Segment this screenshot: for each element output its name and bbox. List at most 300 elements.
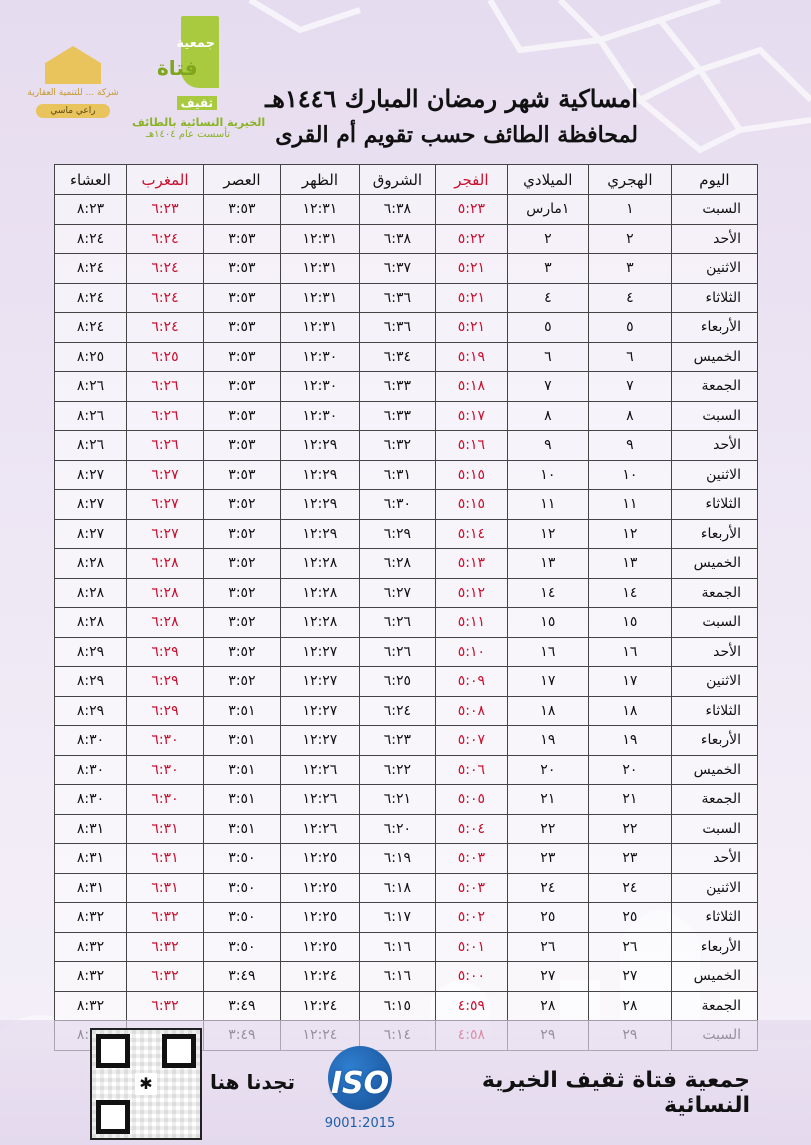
table-row xyxy=(55,873,758,903)
cell-col-hijri: ٤ xyxy=(588,283,671,313)
cell-col-fajr: ٥:٠٣ xyxy=(435,844,507,874)
cell-col-fajr: ٥:٠٦ xyxy=(435,755,507,785)
cell-col-sunrise: ٦:٣٠ xyxy=(359,490,435,520)
cell-col-maghrib: ٦:٣٠ xyxy=(126,755,203,785)
cell-col-asr: ٣:٥٢ xyxy=(203,519,280,549)
cell-col-isha: ٨:٣٢ xyxy=(55,932,127,962)
cell-col-asr: ٣:٥١ xyxy=(203,814,280,844)
cell-col-fajr: ٥:١٥ xyxy=(435,460,507,490)
cell-col-fajr: ٥:١١ xyxy=(435,608,507,638)
cell-col-hijri: ١٨ xyxy=(588,696,671,726)
cell-col-isha: ٨:٢٤ xyxy=(55,224,127,254)
cell-col-hijri: ١٥ xyxy=(588,608,671,638)
cell-col-hijri: ٢٠ xyxy=(588,755,671,785)
cell-col-maghrib: ٦:٢٤ xyxy=(126,254,203,284)
cell-col-asr: ٣:٥٠ xyxy=(203,844,280,874)
cell-col-gregorian: ١٠ xyxy=(507,460,588,490)
cell-col-gregorian: ١٢ xyxy=(507,519,588,549)
cell-col-fajr: ٥:١٤ xyxy=(435,519,507,549)
cell-col-day: الاثنين xyxy=(671,667,757,697)
cell-col-hijri: ٢٨ xyxy=(588,991,671,1021)
cell-col-asr: ٣:٥٣ xyxy=(203,283,280,313)
cell-col-fajr: ٥:٠٤ xyxy=(435,814,507,844)
cell-col-isha: ٨:٢٨ xyxy=(55,549,127,579)
cell-col-sunrise: ٦:٢٦ xyxy=(359,637,435,667)
cell-col-isha: ٨:٢٧ xyxy=(55,490,127,520)
table-row xyxy=(55,667,758,697)
cell-col-asr: ٣:٥٠ xyxy=(203,903,280,933)
table-row xyxy=(55,991,758,1021)
cell-col-day: الثلاثاء xyxy=(671,903,757,933)
cell-col-day: الجمعة xyxy=(671,785,757,815)
cell-col-sunrise: ٦:٣٣ xyxy=(359,401,435,431)
cell-col-sunrise: ٦:٢٦ xyxy=(359,608,435,638)
cell-col-sunrise: ٦:٢٨ xyxy=(359,549,435,579)
cell-col-gregorian: ١٤ xyxy=(507,578,588,608)
cell-col-dhuhr: ١٢:٢٧ xyxy=(280,696,359,726)
cell-col-day: الجمعة xyxy=(671,372,757,402)
cell-col-gregorian: ١٧ xyxy=(507,667,588,697)
iso-standard: 9001:2015 xyxy=(324,1116,396,1131)
cell-col-dhuhr: ١٢:٢٧ xyxy=(280,667,359,697)
cell-col-dhuhr: ١٢:٢٨ xyxy=(280,578,359,608)
cell-col-sunrise: ٦:٢٥ xyxy=(359,667,435,697)
cell-col-asr: ٣:٥٠ xyxy=(203,932,280,962)
cell-col-fajr: ٥:١٥ xyxy=(435,490,507,520)
cell-col-maghrib: ٦:٣١ xyxy=(126,844,203,874)
cell-col-sunrise: ٦:١٦ xyxy=(359,932,435,962)
cell-col-isha: ٨:٣٠ xyxy=(55,755,127,785)
cell-col-fajr: ٥:٠٧ xyxy=(435,726,507,756)
cell-col-maghrib: ٦:٢٩ xyxy=(126,637,203,667)
cell-col-sunrise: ٦:١٩ xyxy=(359,844,435,874)
cell-col-asr: ٣:٥١ xyxy=(203,785,280,815)
logo-word-thaqif: ثقيف xyxy=(177,96,217,110)
cell-col-sunrise: ٦:٣٧ xyxy=(359,254,435,284)
cell-col-dhuhr: ١٢:٣٠ xyxy=(280,401,359,431)
table-row xyxy=(55,401,758,431)
header-col-gregorian: الميلادي xyxy=(507,165,588,195)
organization-name-footer: جمعية فتاة ثقيف الخيرية النسائية xyxy=(481,1068,750,1118)
cell-col-gregorian: ٢٦ xyxy=(507,932,588,962)
cell-col-sunrise: ٦:١٦ xyxy=(359,962,435,992)
table-header-row xyxy=(55,165,758,195)
cell-col-fajr: ٥:٢١ xyxy=(435,313,507,343)
cell-col-hijri: ١٧ xyxy=(588,667,671,697)
cell-col-gregorian: ٢٠ xyxy=(507,755,588,785)
cell-col-dhuhr: ١٢:٢٩ xyxy=(280,431,359,461)
cell-col-isha: ٨:٣٢ xyxy=(55,962,127,992)
cell-col-hijri: ٣ xyxy=(588,254,671,284)
cell-col-fajr: ٥:١٢ xyxy=(435,578,507,608)
cell-col-isha: ٨:٢٩ xyxy=(55,667,127,697)
cell-col-maghrib: ٦:٢٩ xyxy=(126,696,203,726)
cell-col-isha: ٨:٢٦ xyxy=(55,372,127,402)
cell-col-fajr: ٥:١٦ xyxy=(435,431,507,461)
cell-col-dhuhr: ١٢:٢٧ xyxy=(280,726,359,756)
cell-col-asr: ٣:٥٣ xyxy=(203,401,280,431)
qr-finder-top-right xyxy=(162,1034,196,1068)
cell-col-hijri: ٢٥ xyxy=(588,903,671,933)
cell-col-day: السبت xyxy=(671,401,757,431)
cell-col-asr: ٣:٥١ xyxy=(203,726,280,756)
cell-col-hijri: ١٤ xyxy=(588,578,671,608)
cell-col-day: الجمعة xyxy=(671,578,757,608)
cell-col-maghrib: ٦:٢٦ xyxy=(126,401,203,431)
table-row xyxy=(55,903,758,933)
cell-col-hijri: ٢١ xyxy=(588,785,671,815)
cell-col-hijri: ٢ xyxy=(588,224,671,254)
cell-col-asr: ٣:٥٠ xyxy=(203,873,280,903)
cell-col-asr: ٣:٥٢ xyxy=(203,608,280,638)
cell-col-gregorian: ٢٥ xyxy=(507,903,588,933)
cell-col-gregorian: ٢ xyxy=(507,224,588,254)
cell-col-asr: ٣:٥٣ xyxy=(203,195,280,225)
header-col-asr: العصر xyxy=(203,165,280,195)
cell-col-isha: ٨:٢٦ xyxy=(55,431,127,461)
cell-col-fajr: ٥:٢١ xyxy=(435,283,507,313)
organization-mark xyxy=(157,16,219,110)
table-row xyxy=(55,313,758,343)
cell-col-sunrise: ٦:٣٨ xyxy=(359,195,435,225)
cell-col-asr: ٣:٥٢ xyxy=(203,549,280,579)
cell-col-hijri: ٧ xyxy=(588,372,671,402)
cell-col-sunrise: ٦:٢٣ xyxy=(359,726,435,756)
cell-col-maghrib: ٦:٢٤ xyxy=(126,283,203,313)
cell-col-sunrise: ٦:٣٦ xyxy=(359,313,435,343)
cell-col-isha: ٨:٢٧ xyxy=(55,460,127,490)
cell-col-fajr: ٥:١٨ xyxy=(435,372,507,402)
cell-col-dhuhr: ١٢:٢٨ xyxy=(280,549,359,579)
cell-col-sunrise: ٦:٢٤ xyxy=(359,696,435,726)
cell-col-gregorian: ٣ xyxy=(507,254,588,284)
cell-col-hijri: ٢٣ xyxy=(588,844,671,874)
page-title: امساكية شهر رمضان المبارك ١٤٤٦هـ xyxy=(265,84,638,113)
cell-col-asr: ٣:٥٢ xyxy=(203,667,280,697)
find-us-label: تجدنا هنا xyxy=(210,1070,295,1094)
cell-col-fajr: ٥:٠٣ xyxy=(435,873,507,903)
cell-col-asr: ٣:٥٣ xyxy=(203,342,280,372)
table-row xyxy=(55,519,758,549)
cell-col-fajr: ٥:٢٢ xyxy=(435,224,507,254)
cell-col-asr: ٣:٥١ xyxy=(203,696,280,726)
sponsor-logo xyxy=(18,46,128,134)
cell-col-fajr: ٥:٠٩ xyxy=(435,667,507,697)
cell-col-isha: ٨:٢٨ xyxy=(55,578,127,608)
cell-col-maghrib: ٦:٢٧ xyxy=(126,490,203,520)
table-row xyxy=(55,195,758,225)
table-row xyxy=(55,224,758,254)
cell-col-isha: ٨:٣١ xyxy=(55,814,127,844)
cell-col-dhuhr: ١٢:٢٦ xyxy=(280,755,359,785)
cell-col-hijri: ١١ xyxy=(588,490,671,520)
cell-col-sunrise: ٦:٣٣ xyxy=(359,372,435,402)
table-row xyxy=(55,932,758,962)
cell-col-isha: ٨:٣٠ xyxy=(55,726,127,756)
cell-col-asr: ٣:٥٢ xyxy=(203,637,280,667)
cell-col-sunrise: ٦:٢٢ xyxy=(359,755,435,785)
cell-col-asr: ٣:٥٣ xyxy=(203,313,280,343)
cell-col-day: الأربعاء xyxy=(671,932,757,962)
cell-col-maghrib: ٦:٢٤ xyxy=(126,313,203,343)
cell-col-sunrise: ٦:١٥ xyxy=(359,991,435,1021)
cell-col-isha: ٨:٣٢ xyxy=(55,991,127,1021)
cell-col-day: الأحد xyxy=(671,224,757,254)
cell-col-hijri: ٢٤ xyxy=(588,873,671,903)
cell-col-gregorian: ٢٤ xyxy=(507,873,588,903)
cell-col-sunrise: ٦:٢٧ xyxy=(359,578,435,608)
cell-col-dhuhr: ١٢:٢٥ xyxy=(280,873,359,903)
cell-col-hijri: ٩ xyxy=(588,431,671,461)
header-col-isha: العشاء xyxy=(55,165,127,195)
header-col-fajr: الفجر xyxy=(435,165,507,195)
cell-col-gregorian: ٢٢ xyxy=(507,814,588,844)
cell-col-sunrise: ٦:١٧ xyxy=(359,903,435,933)
cell-col-fajr: ٥:٠٠ xyxy=(435,962,507,992)
cell-col-sunrise: ٦:٣١ xyxy=(359,460,435,490)
cell-col-asr: ٣:٥٢ xyxy=(203,578,280,608)
organization-fullname: الخيرية النسائية بالطائف xyxy=(132,116,266,129)
cell-col-hijri: ١ xyxy=(588,195,671,225)
cell-col-sunrise: ٦:٢١ xyxy=(359,785,435,815)
cell-col-day: السبت xyxy=(671,814,757,844)
cell-col-maghrib: ٦:٢٦ xyxy=(126,372,203,402)
cell-col-gregorian: ١٣ xyxy=(507,549,588,579)
cell-col-gregorian: ٤ xyxy=(507,283,588,313)
cell-col-isha: ٨:٢٧ xyxy=(55,519,127,549)
cell-col-asr: ٣:٥٣ xyxy=(203,372,280,402)
header-col-day: اليوم xyxy=(671,165,757,195)
cell-col-dhuhr: ١٢:٣١ xyxy=(280,254,359,284)
cell-col-gregorian: ٢٧ xyxy=(507,962,588,992)
cell-col-fajr: ٥:١٧ xyxy=(435,401,507,431)
cell-col-day: السبت xyxy=(671,195,757,225)
cell-col-dhuhr: ١٢:٢٧ xyxy=(280,637,359,667)
cell-col-hijri: ٦ xyxy=(588,342,671,372)
cell-col-maghrib: ٦:٢٤ xyxy=(126,224,203,254)
cell-col-fajr: ٥:٠١ xyxy=(435,932,507,962)
cell-col-dhuhr: ١٢:٣٠ xyxy=(280,342,359,372)
table-row xyxy=(55,962,758,992)
cell-col-maghrib: ٦:٣٢ xyxy=(126,962,203,992)
cell-col-asr: ٣:٥٢ xyxy=(203,490,280,520)
cell-col-hijri: ٢٦ xyxy=(588,932,671,962)
sponsor-badge: راعي ماسي xyxy=(36,104,109,118)
cell-col-dhuhr: ١٢:٢٥ xyxy=(280,903,359,933)
cell-col-dhuhr: ١٢:٣١ xyxy=(280,283,359,313)
cell-col-gregorian: ١٥ xyxy=(507,608,588,638)
table-row xyxy=(55,578,758,608)
cell-col-dhuhr: ١٢:٢٥ xyxy=(280,844,359,874)
cell-col-fajr: ٥:١٩ xyxy=(435,342,507,372)
cell-col-maghrib: ٦:٢٣ xyxy=(126,195,203,225)
cell-col-fajr: ٥:٢١ xyxy=(435,254,507,284)
cell-col-maghrib: ٦:٣١ xyxy=(126,814,203,844)
cell-col-maghrib: ٦:٢٦ xyxy=(126,431,203,461)
cell-col-maghrib: ٦:٢٨ xyxy=(126,549,203,579)
page-subtitle: لمحافظة الطائف حسب تقويم أم القرى xyxy=(275,122,638,148)
cell-col-isha: ٨:٢٤ xyxy=(55,254,127,284)
cell-col-gregorian: ٦ xyxy=(507,342,588,372)
table-row xyxy=(55,254,758,284)
cell-col-asr: ٣:٥٣ xyxy=(203,224,280,254)
cell-col-day: الأربعاء xyxy=(671,726,757,756)
cell-col-isha: ٨:٢٣ xyxy=(55,195,127,225)
cell-col-maghrib: ٦:٢٥ xyxy=(126,342,203,372)
cell-col-dhuhr: ١٢:٣١ xyxy=(280,195,359,225)
cell-col-maghrib: ٦:٢٩ xyxy=(126,667,203,697)
table-row xyxy=(55,726,758,756)
table-row xyxy=(55,637,758,667)
table-row xyxy=(55,608,758,638)
cell-col-hijri: ٥ xyxy=(588,313,671,343)
cell-col-dhuhr: ١٢:٢٩ xyxy=(280,490,359,520)
cell-col-isha: ٨:٢٥ xyxy=(55,342,127,372)
cell-col-dhuhr: ١٢:٣١ xyxy=(280,313,359,343)
cell-col-dhuhr: ١٢:٢٦ xyxy=(280,785,359,815)
cell-col-maghrib: ٦:٣٢ xyxy=(126,903,203,933)
cell-col-sunrise: ٦:٣٦ xyxy=(359,283,435,313)
table-row xyxy=(55,460,758,490)
cell-col-fajr: ٥:١٣ xyxy=(435,549,507,579)
prayer-times-table xyxy=(54,164,758,1051)
cell-col-sunrise: ٦:٢٩ xyxy=(359,519,435,549)
cell-col-maghrib: ٦:٢٨ xyxy=(126,608,203,638)
cell-col-day: الأحد xyxy=(671,844,757,874)
cell-col-hijri: ٢٢ xyxy=(588,814,671,844)
cell-col-isha: ٨:٢٤ xyxy=(55,283,127,313)
cell-col-day: الأحد xyxy=(671,431,757,461)
cell-col-maghrib: ٦:٣٠ xyxy=(126,726,203,756)
table-row xyxy=(55,283,758,313)
cell-col-isha: ٨:٣٢ xyxy=(55,903,127,933)
cell-col-isha: ٨:٢٦ xyxy=(55,401,127,431)
cell-col-hijri: ١٩ xyxy=(588,726,671,756)
cell-col-fajr: ٥:٠٨ xyxy=(435,696,507,726)
header-col-maghrib: المغرب xyxy=(126,165,203,195)
cell-col-asr: ٣:٥٣ xyxy=(203,431,280,461)
cell-col-gregorian: ٢٣ xyxy=(507,844,588,874)
cell-col-day: الأربعاء xyxy=(671,519,757,549)
cell-col-sunrise: ٦:٣٨ xyxy=(359,224,435,254)
cell-col-asr: ٣:٥١ xyxy=(203,755,280,785)
cell-col-day: الخميس xyxy=(671,962,757,992)
qr-code[interactable] xyxy=(90,1028,202,1140)
cell-col-gregorian: ٩ xyxy=(507,431,588,461)
cell-col-day: الثلاثاء xyxy=(671,283,757,313)
table-row xyxy=(55,431,758,461)
organization-logo xyxy=(132,16,266,140)
cell-col-maghrib: ٦:٣١ xyxy=(126,873,203,903)
cell-col-sunrise: ٦:١٨ xyxy=(359,873,435,903)
cell-col-day: الجمعة xyxy=(671,991,757,1021)
cell-col-sunrise: ٦:٣٢ xyxy=(359,431,435,461)
cell-col-gregorian: ١مارس xyxy=(507,195,588,225)
table-row xyxy=(55,549,758,579)
cell-col-maghrib: ٦:٣٢ xyxy=(126,991,203,1021)
sponsor-subtitle: شركة ... للتنمية العقارية xyxy=(27,88,119,98)
header-col-hijri: الهجري xyxy=(588,165,671,195)
iso-label: ISO xyxy=(330,1066,390,1101)
cell-col-day: الخميس xyxy=(671,342,757,372)
cell-col-hijri: ١٦ xyxy=(588,637,671,667)
cell-col-day: السبت xyxy=(671,608,757,638)
cell-col-gregorian: ٥ xyxy=(507,313,588,343)
qr-finder-top-left xyxy=(96,1034,130,1068)
table-row xyxy=(55,342,758,372)
cell-col-isha: ٨:٢٨ xyxy=(55,608,127,638)
logo-word-fatah: فتاة xyxy=(157,56,198,80)
cell-col-isha: ٨:٣١ xyxy=(55,844,127,874)
cell-col-day: الاثنين xyxy=(671,254,757,284)
table-row xyxy=(55,372,758,402)
cell-col-gregorian: ١٨ xyxy=(507,696,588,726)
cell-col-gregorian: ١١ xyxy=(507,490,588,520)
table-row xyxy=(55,814,758,844)
cell-col-hijri: ١٣ xyxy=(588,549,671,579)
cell-col-dhuhr: ١٢:٢٤ xyxy=(280,991,359,1021)
iso-certification-badge xyxy=(316,1046,404,1136)
cell-col-day: الثلاثاء xyxy=(671,490,757,520)
table-row xyxy=(55,844,758,874)
cell-col-gregorian: ٨ xyxy=(507,401,588,431)
cell-col-day: الاثنين xyxy=(671,873,757,903)
house-icon xyxy=(45,46,101,84)
cell-col-hijri: ٢٧ xyxy=(588,962,671,992)
cell-col-isha: ٨:٣١ xyxy=(55,873,127,903)
cell-col-day: الخميس xyxy=(671,755,757,785)
cell-col-maghrib: ٦:٢٧ xyxy=(126,460,203,490)
cell-col-day: الثلاثاء xyxy=(671,696,757,726)
cell-col-hijri: ١٠ xyxy=(588,460,671,490)
cell-col-dhuhr: ١٢:٢٦ xyxy=(280,814,359,844)
cell-col-isha: ٨:٢٩ xyxy=(55,637,127,667)
cell-col-hijri: ١٢ xyxy=(588,519,671,549)
cell-col-isha: ٨:٣٠ xyxy=(55,785,127,815)
cell-col-dhuhr: ١٢:٢٤ xyxy=(280,962,359,992)
cell-col-day: الأحد xyxy=(671,637,757,667)
cell-col-gregorian: ١٦ xyxy=(507,637,588,667)
qr-center-icon: ✱ xyxy=(135,1073,157,1095)
cell-col-day: الأربعاء xyxy=(671,313,757,343)
cell-col-dhuhr: ١٢:٢٨ xyxy=(280,608,359,638)
cell-col-maghrib: ٦:٢٧ xyxy=(126,519,203,549)
cell-col-gregorian: ١٩ xyxy=(507,726,588,756)
cell-col-maghrib: ٦:٣٢ xyxy=(126,932,203,962)
cell-col-gregorian: ٢٨ xyxy=(507,991,588,1021)
cell-col-dhuhr: ١٢:٣٠ xyxy=(280,372,359,402)
table-row xyxy=(55,696,758,726)
cell-col-sunrise: ٦:٢٠ xyxy=(359,814,435,844)
cell-col-asr: ٣:٥٣ xyxy=(203,460,280,490)
cell-col-hijri: ٨ xyxy=(588,401,671,431)
cell-col-asr: ٣:٤٩ xyxy=(203,991,280,1021)
logo-word-jamiya: جمعية xyxy=(176,36,215,51)
header-col-sunrise: الشروق xyxy=(359,165,435,195)
cell-col-fajr: ٤:٥٩ xyxy=(435,991,507,1021)
cell-col-maghrib: ٦:٢٨ xyxy=(126,578,203,608)
cell-col-asr: ٣:٤٩ xyxy=(203,962,280,992)
table-row xyxy=(55,785,758,815)
cell-col-gregorian: ٧ xyxy=(507,372,588,402)
cell-col-fajr: ٥:٠٥ xyxy=(435,785,507,815)
cell-col-isha: ٨:٢٤ xyxy=(55,313,127,343)
cell-col-gregorian: ٢١ xyxy=(507,785,588,815)
cell-col-fajr: ٥:٢٣ xyxy=(435,195,507,225)
cell-col-dhuhr: ١٢:٣١ xyxy=(280,224,359,254)
cell-col-maghrib: ٦:٣٠ xyxy=(126,785,203,815)
cell-col-asr: ٣:٥٣ xyxy=(203,254,280,284)
